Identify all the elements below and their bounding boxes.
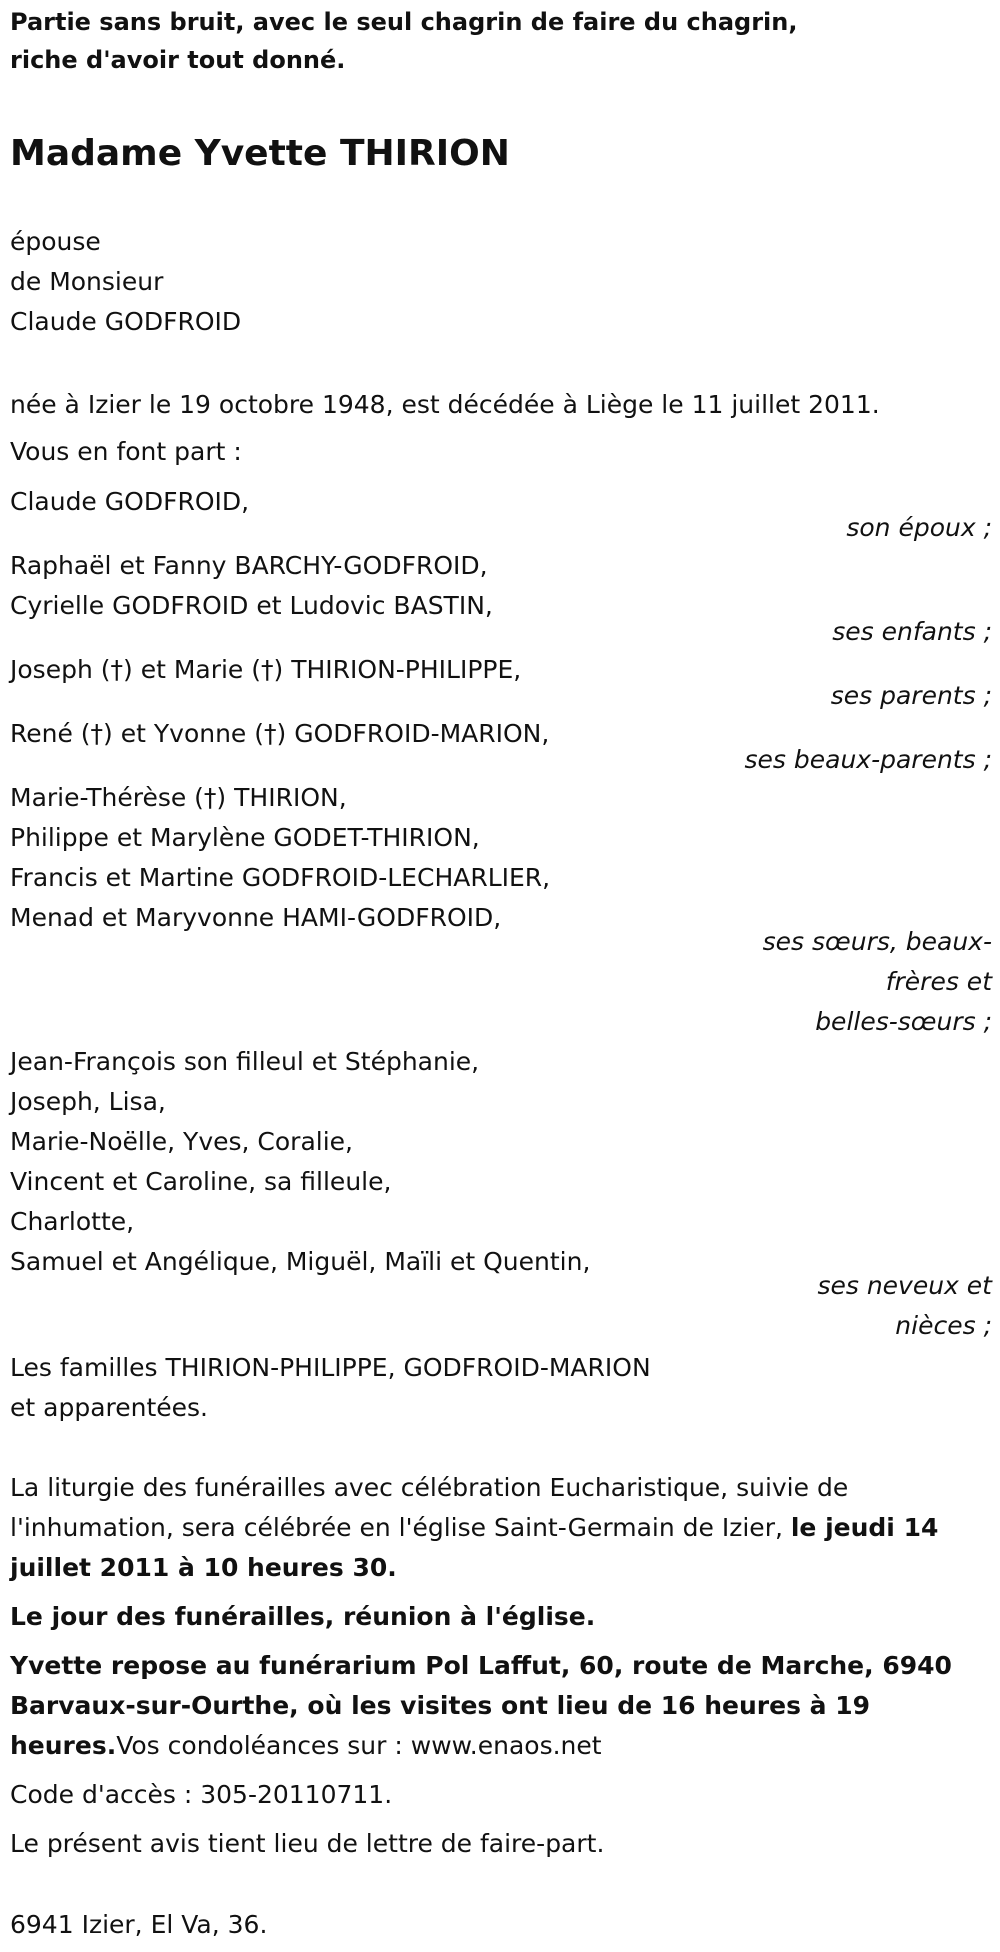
page-title: Madame Yvette THIRION (10, 133, 510, 174)
family-neveux-name-1: Jean-François son filleul et Stéphanie, (10, 1047, 480, 1076)
family-soeurs-name-3: Francis et Martine GODFROID-LECHARLIER, (10, 863, 551, 892)
funerarium-line-3 (10, 1726, 602, 1766)
family-neveux-name-2: Joseph, Lisa, (10, 1087, 166, 1116)
relation-epoux: son époux ; (846, 513, 992, 542)
relation-parents: ses parents ; (830, 681, 992, 710)
family-neveux-name-5: Charlotte, (10, 1207, 135, 1236)
relation-neveux-line-1: ses neveux et (817, 1271, 992, 1300)
familles-line-2: et apparentées. (10, 1393, 208, 1422)
relation-neveux-line-2: nièces ; (895, 1311, 992, 1340)
liturgy-line-3: juillet 2011 à 10 heures 30. (10, 1553, 397, 1582)
family-neveux-name-6: Samuel et Angélique, Miguël, Maïli et Quentin, (10, 1247, 591, 1276)
family-beaux-parents-name: René (†) et Yvonne (†) GODFROID-MARION, (10, 719, 550, 748)
access-code-line: Code d'accès : 305-20110711. (10, 1780, 393, 1809)
condoleances-text: Vos condoléances sur : www.enaos.net (116, 1731, 602, 1760)
family-epoux-name: Claude GODFROID, (10, 487, 250, 516)
spouse-line-1: épouse (10, 227, 101, 256)
relation-enfants: ses enfants ; (832, 617, 992, 646)
liturgy-date-bold: le jeudi 14 (790, 1513, 939, 1542)
family-neveux-name-3: Marie-Noëlle, Yves, Coralie, (10, 1127, 353, 1156)
liturgy-line-2 (10, 1508, 938, 1548)
familles-line-1: Les familles THIRION-PHILIPPE, GODFROID-MARION (10, 1353, 651, 1382)
funerarium-line-1: Yvette repose au funérarium Pol Laffut, 60, route de Marche, 6940 (10, 1651, 952, 1680)
funerarium-heures-bold: heures. (10, 1731, 117, 1760)
funerarium-line-2: Barvaux-sur-Ourthe, où les visites ont lieu de 16 heures à 19 (10, 1691, 871, 1720)
family-soeurs-name-1: Marie-Thérèse (†) THIRION, (10, 783, 347, 812)
liturgy-line-1: La liturgie des funérailles avec célébration Eucharistique, suivie de (10, 1473, 849, 1502)
family-parents-name: Joseph (†) et Marie (†) THIRION-PHILIPPE, (10, 655, 522, 684)
intro-line-2: riche d'avoir tout donné. (10, 46, 346, 74)
spouse-line-2: de Monsieur (10, 267, 164, 296)
relation-beaux-parents: ses beaux-parents ; (744, 745, 992, 774)
intro-line-1: Partie sans bruit, avec le seul chagrin de faire du chagrin, (10, 8, 798, 36)
address-line: 6941 Izier, El Va, 36. (10, 1910, 268, 1939)
family-neveux-name-4: Vincent et Caroline, sa filleule, (10, 1167, 392, 1196)
family-soeurs-name-4: Menad et Maryvonne HAMI-GODFROID, (10, 903, 502, 932)
family-soeurs-name-2: Philippe et Marylène GODET-THIRION, (10, 823, 480, 852)
family-enfants-name-2: Cyrielle GODFROID et Ludovic BASTIN, (10, 591, 493, 620)
relation-soeurs-line-1: ses sœurs, beaux- (762, 927, 992, 956)
announce-line: Vous en font part : (10, 437, 242, 466)
notice-line: Le présent avis tient lieu de lettre de faire-part. (10, 1829, 605, 1858)
liturgy-line-2-text: l'inhumation, sera célébrée en l'église Saint-Germain de Izier, (10, 1513, 791, 1542)
relation-soeurs-line-3: belles-sœurs ; (815, 1007, 992, 1036)
relation-soeurs-line-2: frères et (885, 967, 992, 996)
spouse-line-3: Claude GODFROID (10, 307, 242, 336)
reunion-line: Le jour des funérailles, réunion à l'église. (10, 1602, 596, 1631)
family-enfants-name-1: Raphaël et Fanny BARCHY-GODFROID, (10, 551, 488, 580)
birth-death-line: née à Izier le 19 octobre 1948, est décédée à Liège le 11 juillet 2011. (10, 390, 880, 419)
